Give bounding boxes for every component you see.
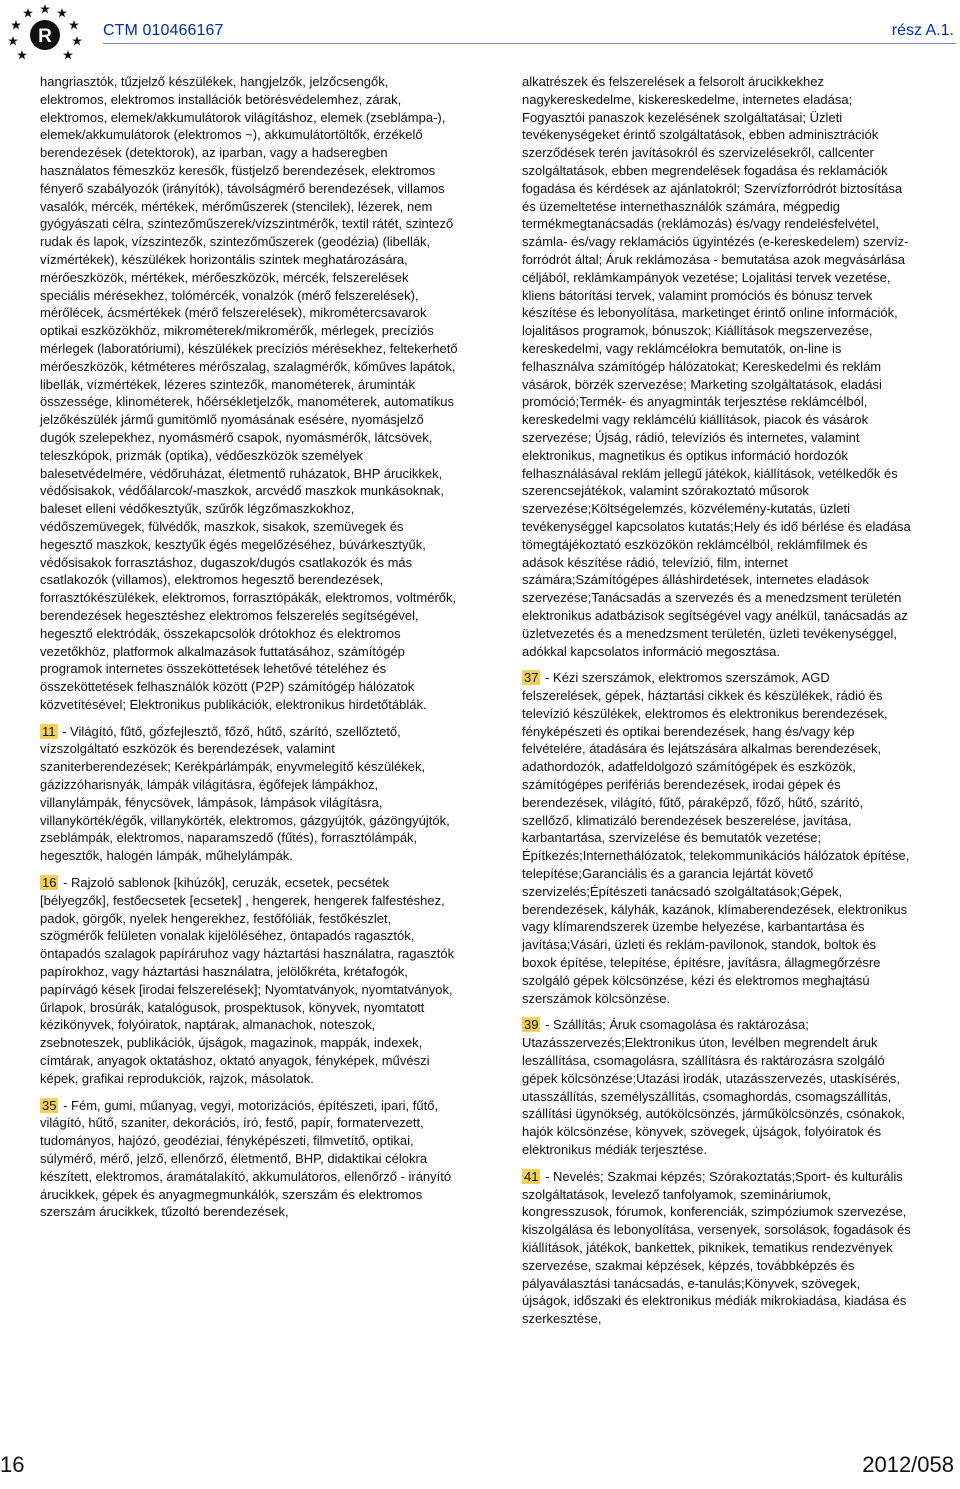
class-description: - Világító, fűtő, gőzfejlesztő, főző, hűtő, szárító, szellőztető, vízszolgáltató eszközök és berendezések, valamint szaniterberendezések; Kerékpárlámpák, enyvmelegítő készülékek, gázizzóharisnyák, lámpák világításra, égőfejek lámpákhoz, villanylámpák, fénycsövek, lámpások, lámpások világításra, villanykörték/égők, villanykörték, elektromos, gázgyújtók, gázöngyújtók, zseblámpák, elektromos, naparamszedő (fűtés), forrasztólámpák, hegesztők, halogén lámpák, műhelylámpák. [40, 723, 450, 864]
right-intro-paragraph: alkatrészek és felszerelések a felsorolt árucikkekhez nagykereskedelme, kiskereskedelme, internetes eladása; Fogyasztói panaszok kezelésének szolgáltatásai; Üzleti tevékenységeket érintő szolgáltatások, ebben adminisztrációk szerződések terén javításokról és szervizelésekről, callcenter szolgáltatások, ebben megrendelések fogadása és reklamációk fogadása és kérdések az ajánlatokról; Szervízforródrót biztosítása és üzemeltetése internethasználók számára, mégpedig termékmegtanácsadás (reklámozás) és/vagy rendelésfelvétel, számla- és/vagy reklamációs ügyintézés (e-kereskedelem) szervíz-forródrót által; Áruk reklámozása - bemutatása azok megvásárlása céljából, reklámkampányok vezetése; Lojalitási tervek vezetése, kliens bátorítási tervek, valamint promóciós és bónusz tervek készítése és lebonyolítása, marketinget érintő online információk, lojalitásos programok, bónuszok; Kiállítások megszervezése, kereskedelmi, vagy reklámcélokra bemutatók, on-line is felhasználva számítógép hálózatokat; Kereskedelmi és reklám vásárok, börzék szervezése; Marketing szolgáltatások, eladási promóció;Termék- és anyagminták terjesztése reklámcélból, kereskedelmi vagy reklámcélú kiállítások, piacok és vásárok szervezése; Újság, rádió, televíziós és internetes, valamint elektronikus, magnetikus és optikus információ hordozók felhasználásával reklám jellegű játékok, kiállítások, vetélkedők és szerencsejátékok, valamint szórakoztató műsorok szervezése;Költségelemzés, közvélemény-kutatás, üzleti tevékenységgel kapcsolatos kutatás;Hely és idő bérlése és eladása tömegtájékoztató eszközökön reklámcélból, reklámfilmek és adások készítése rádió, televízió, film, internet számára;Számítógépes álláshirdetések, internetes eladások szervezése;Tanácsadás a szervezés és a menedzsment területén elektronikus adatbázisok segítségével vagy anélkül, tanácsadás az üzletvezetés és a menedzsment területén, üzleti tevékenységgel, adókkal kapcsolatos információ megosztása. [522, 74, 911, 659]
ohim-logo-icon [2, 2, 88, 64]
class-paragraph [40, 1097, 458, 1222]
class-number-badge: 37 [524, 670, 539, 686]
right-column [522, 73, 912, 1337]
class-paragraph [522, 1168, 912, 1328]
class-number-badge: 16 [42, 875, 57, 891]
svg-text:R: R [38, 26, 52, 47]
class-paragraph [522, 669, 912, 1007]
page-header [0, 0, 960, 64]
class-number-badge: 39 [524, 1017, 539, 1033]
part-label: rész A.1. [891, 22, 954, 39]
class-number-badge: 41 [524, 1168, 539, 1184]
page-number: 16 [0, 1452, 25, 1477]
class-description: - Szállítás; Áruk csomagolása és raktározása; Utazásszervezés;Elektronikus úton, levélben megrendelt áruk leszállítása, csomagolásra, szállításra és raktározásra szolgáló gépek kölcsönzése;Utazási irodák, utazásszervezés, utaskísérés, utasszállítás, személyszállítás, csomaghordás, csomagszállítás, szállítási ügynökség, autókölcsönzés, járműkölcsönzés, csónakok, hajók kölcsönzése, könyvek, szövegek, újságok, folyóiratok és elektronikus médiák terjesztése. [522, 1017, 905, 1158]
document-id: CTM 010466167 [103, 22, 224, 39]
class-paragraph [40, 874, 458, 1088]
left-column [40, 73, 458, 1230]
class-number-badge: 35 [42, 1097, 57, 1113]
issue-number: 2012/058 [862, 1452, 954, 1477]
class-number-badge: 11 [42, 723, 56, 739]
class-description: - Nevelés; Szakmai képzés; Szórakoztatás;Sport- és kulturális szolgáltatások, levelező tanfolyamok, szemináriumok, kongresszusok, fórumok, konferenciák, szimpóziumok szervezése, kiszolgálása és lebonyolítása, versenyek, sorsolások, fogadások és kiállítások, játékok, bankettek, piknikek, tematikus rendezvények szervezése, szakmai képzések, képzés, továbbképzés és pályaválasztási tanácsadás, e-tanulás;Könyvek, szövegek, újságok, időszaki és elektronikus médiák mikrokiadása, kiadása és szerkesztése, [522, 1168, 911, 1327]
class-description: - Rajzoló sablonok [kihúzók], ceruzák, ecsetek, pecsétek [bélyegzők], festőecsetek [ecsetek] , hengerek, hengerek falfestéshez, padok, görgők, nyelek hengerekhez, festőfóliák, festőkészlet, szögmérők felületen vonalak kijelöléséhez, öntapadós ragasztók, öntapadós szalagok papíráruhoz vagy háztartási használatra, ragasztók papírokhoz, vagy háztartási használatra, jelölőkréta, krétafogók, papírvágó kések [irodai felszerelések]; Nyomtatványok, nyomtatványok, űrlapok, brosúrák, katalógusok, prospektusok, könyvek, nyomtatott kézikönyvek, folyóiratok, naptárak, almanachok, noteszok, zsebnoteszek, publikációk, újságok, magazinok, mappák, indexek, címtárak, anyagok oktatáshoz, oktató anyagok, fényképek, művészi képek, grafikai reprodukciók, rajzok, másolatok. [40, 875, 455, 1086]
class-description: - Kézi szerszámok, elektromos szerszámok, AGD felszerelések, gépek, háztartási cikkek és készülékek, rádió és televízió készülékek, elektromos és elektronikus berendezések, fényképészeti és optikai berendezések, hang és/vagy kép felvételére, átadására és lejátszására alkalmas berendezések, adathordozók, adatfeldolgozó számítógépek és eszközök, számítógépes perifériás berendezések, irodai gépek és berendezések, világító, fűtő, páraképző, főző, hűtő, szárító, szellőző, klimatizáló berendezések beszerelése, javítása, karbantartása, szervizelése és bemutatók vezetése; Építkezés;Internethálózatok, telekommunikációs hálózatok építése, telepítése;Garanciális és a garancia lejártát követő szervizelés;Építészeti tanácsadó szolgáltatások;Gépek, berendezések, kályhák, kazánok, klímaberendezések, elektronikus vagy klímarendszerek üzembe helyezése, karbantartása és javítása;Vásári, üzleti és reklám-pavilonok, standok, boltok és boxok építése, telepítése, építésre, javításra, állagmegőrzésre szolgáló gépek kölcsönzése, kézi és elektromos meghajtású szerszámok kölcsönzése. [522, 670, 910, 1006]
class-paragraph [40, 723, 458, 865]
header-divider [103, 43, 956, 44]
left-intro-paragraph: hangriasztók, tűzjelző készülékek, hangjelzők, jelzőcsengők, elektromos, elektromos installációk betörésvédelemhez, zárak, elektromos, elemek/akkumulátorok világításhoz, elemek (zseblámpa-), elemek/akkumulátorok (elektromos ~), akkumulátortöltők, érzékelő berendezések (detektorok), az iparban, vagy a hadseregben használatos fémeszköz keresők, füstjelző berendezések, elektromos fényerő szabályozók (irányítók), távolságmérő berendezések, villamos vasalók, mércék, mértékek, mérőműszerek (stencilek), lézerek, nem gyógyászati célra, szintezőműszerek/vízszintmérők, textil rátét, szintező rudak és lapok, vízszintezők, szintezőműszerek (geodézia) (libellák, vízmértékek), készülékek horizontális szintek meghatározására, mérőeszközök, mértékek, mérőeszközök, mércék, felszerelések speciális mérésekhez, tolómércék, vonalzók (mérő felszerelések), mérőlécek, ácsmértékek (mérő felszerelések), mikrométercsavarok optikai eszközökhöz, mikrométerek/mikromérők, mérlegek, precíziós mérlegek (laboratóriumi), készülékek precíziós mérésekhez, feltekerhető mérőeszközök, kétméteres mérőszalag, szalagmérők, kőműves lapátok, libellák, vízmértékek, lézeres szintezők, manométerek, áruminták összessége, klinométerek, hőérsékletjelzők, manométerek, automatikus jelzőkészülék jármű gumitömlő nyomásának esésére, nyomásjelző dugók szelepekhez, nyomásmérő csapok, nyomásmérők, látcsövek, teleszkópok, prizmák (optika), védőeszközök személyek balesetvédelmére, védőruházat, életmentő ruházatok, BHP árucikkek, védősisakok, védőálarcok/-maszkok, arcvédő maszkok munkásoknak, baleset elleni védőkesztyűk, szűrők légzőmaszkokhoz, védőszemüvegek, fülvédők, maszkok, sisakok, szemüvegek és hegesztő maszkok, kesztyűk égés megelőzéséhez, búvárkesztyűk, védősisakok forrasztáshoz, dugaszok/dugós csatlakozók és más csatlakozók (villamos), elektromos hegesztő berendezések, forrasztókészülékek, elektromos, forrasztópákák, elektromos, voltmérők, berendezések hegesztéshez elektromos felszerelés segítségével, hegesztő elektródák, összekapcsolók drótokhoz és elektromos vezetőkhöz, platformok alkalmazások futtatásához, számítógép programok internetes összeköttetések lehetővé tételéhez és összeköttetések felhasználók között (P2P) számítógép hálózatok közvetítésével; Elektronikus publikációk, elektronikus hirdetőtáblák. [40, 74, 458, 712]
class-paragraph [522, 1016, 912, 1158]
class-description: - Fém, gumi, műanyag, vegyi, motorizációs, építészeti, ipari, fűtő, világító, hűtő, szaniter, dekorációs, író, festő, papír, formatervezett, tudományos, hajózó, geodéziai, fényképészeti, filmvetítő, optikai, súlymérő, mérő, jelző, ellenőrző, életmentő, BHP, didaktikai célokra készített, elektromos, áramátalakító, akkumulátoros, ellenőrző - irányító árucikkek, gépek és anyagmegmunkálók, szerszám és elektromos szerszám árucikkek, tűzoltó berendezések, [40, 1097, 452, 1220]
